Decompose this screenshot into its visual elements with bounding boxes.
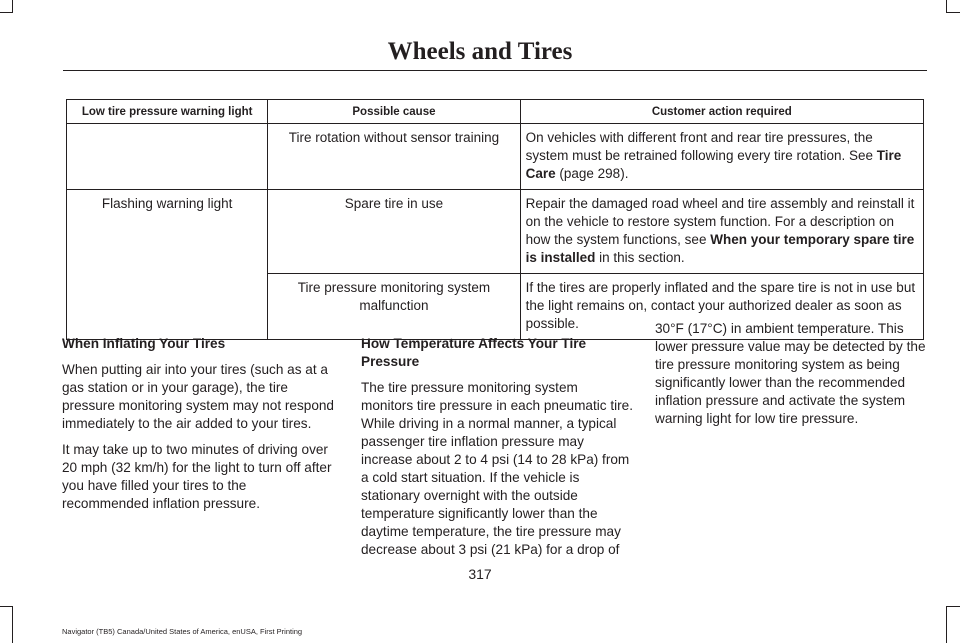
- header-warning-light: Low tire pressure warning light: [67, 100, 268, 124]
- footer-text: Navigator (TB5) Canada/United States of America, enUSA, First Printing: [62, 627, 303, 636]
- cell-possible-cause: Tire pressure monitoring system malfunction: [268, 274, 520, 340]
- text-column-2: [361, 335, 633, 567]
- section-heading-temperature: How Temperature Affects Your Tire Pressure: [361, 336, 587, 369]
- text-column-1: [62, 335, 334, 521]
- action-text: On vehicles with different front and rear tire pressures, the system must be retrained following every tire rotation. See: [525, 130, 877, 163]
- cell-possible-cause: Spare tire in use: [268, 190, 520, 274]
- paragraph: When putting air into your tires (such as at a gas station or in your garage), the tire pressure monitoring system may not respond immediately to the air added to your tires.: [62, 362, 334, 431]
- action-text-tail: in this section.: [595, 250, 685, 265]
- warning-light-table: [66, 99, 924, 340]
- cell-customer-action: [520, 190, 923, 274]
- cell-warning-light-empty: [67, 124, 268, 190]
- cell-customer-action: [520, 124, 923, 190]
- crop-mark-bottom-right-v: [946, 606, 947, 643]
- crop-mark-bottom-right-h: [947, 606, 960, 607]
- cross-reference-link[interactable]: When your temporary spare tire is installed: [525, 232, 915, 265]
- cell-possible-cause: Tire rotation without sensor training: [268, 124, 520, 190]
- paragraph: 30°F (17°C) in ambient temperature. This lower pressure value may be detected by the tire pressure monitoring system as being significantly lower than the recommended inflation pressure and activate the system warning light for low tire pressure.: [655, 321, 926, 426]
- cell-warning-light: Flashing warning light: [67, 190, 268, 340]
- cross-reference-link[interactable]: Tire Care: [525, 148, 902, 181]
- cell-customer-action: If the tires are properly inflated and the spare tire is not in use but the light remains on, contact your authorized dealer as soon as possible.: [520, 274, 923, 340]
- crop-mark-top-right-h: [947, 12, 960, 13]
- page-title: Wheels and Tires: [387, 38, 573, 65]
- text-column-3: [655, 320, 927, 436]
- action-text-tail: (page 298).: [555, 166, 629, 181]
- paragraph: It may take up to two minutes of driving over 20 mph (32 km/h) for the light to turn off after you have filled your tires to the recommended inflation pressure.: [62, 442, 332, 511]
- header-customer-action: Customer action required: [520, 100, 923, 124]
- table-header-row: [67, 100, 924, 124]
- crop-mark-top-left-v: [12, 0, 13, 13]
- paragraph: The tire pressure monitoring system monitors tire pressure in each pneumatic tire. While driving in a normal manner, a typical passenger tire inflation pressure may increase about 2 to 4 psi (14 to 28 kPa) from a cold start situation. If the vehicle is stationary overnight with the outside temperature significantly lower than the daytime temperature, the tire pressure may decrease about 3 psi (21 kPa) for a drop of: [361, 380, 633, 557]
- page-number: 317: [468, 566, 492, 582]
- section-heading-inflating: When Inflating Your Tires: [62, 336, 226, 351]
- crop-mark-bottom-left-v: [12, 606, 13, 643]
- table-row: [67, 124, 924, 190]
- header-possible-cause: Possible cause: [268, 100, 520, 124]
- title-divider: [63, 70, 927, 71]
- action-text: Repair the damaged road wheel and tire assembly and reinstall it on the vehicle to restore system function. For a description on how the system functions, see: [525, 196, 915, 247]
- crop-mark-top-right-v: [946, 0, 947, 13]
- table-row: [67, 190, 924, 274]
